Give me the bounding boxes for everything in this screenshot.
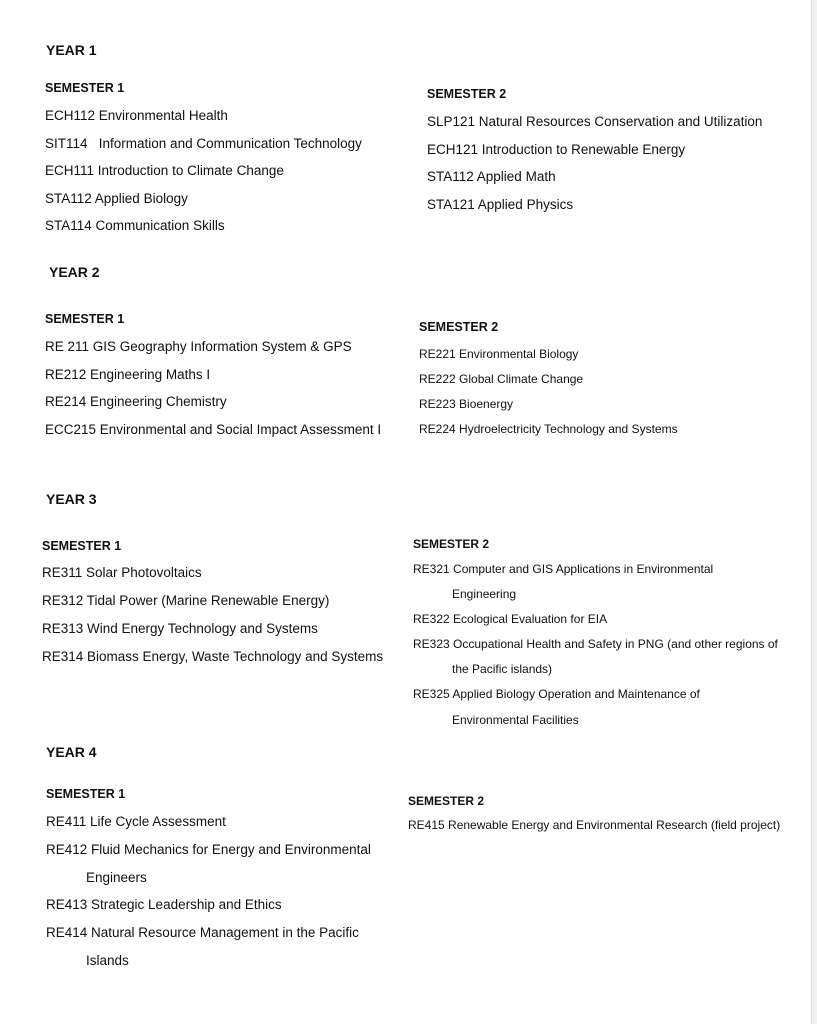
course-item: RE313 Wind Energy Technology and Systems bbox=[42, 621, 318, 636]
course-item-continuation: Engineering bbox=[452, 587, 517, 601]
course-item: ECH111 Introduction to Climate Change bbox=[45, 163, 284, 178]
course-item: RE222 Global Climate Change bbox=[419, 372, 584, 386]
course-item: ECH112 Environmental Health bbox=[45, 108, 228, 123]
page-edge-shadow bbox=[811, 0, 817, 1024]
semester-heading: SEMESTER 1 bbox=[42, 539, 122, 553]
semester-heading: SEMESTER 2 bbox=[413, 537, 490, 551]
course-item: RE314 Biomass Energy, Waste Technology and Systems bbox=[42, 649, 384, 664]
year-heading: YEAR 4 bbox=[46, 744, 97, 760]
semester-heading: SEMESTER 2 bbox=[427, 87, 507, 101]
course-item: RE322 Ecological Evaluation for EIA bbox=[413, 612, 608, 626]
course-item: STA114 Communication Skills bbox=[45, 218, 225, 233]
course-item: SIT114 Information and Communication Technology bbox=[45, 136, 362, 151]
course-item: RE414 Natural Resource Management in the Pacific bbox=[46, 925, 359, 940]
course-item: RE312 Tidal Power (Marine Renewable Energy) bbox=[42, 593, 330, 608]
semester-heading: SEMESTER 1 bbox=[45, 312, 125, 326]
course-item: RE325 Applied Biology Operation and Maintenance of bbox=[413, 687, 700, 701]
semester-heading: SEMESTER 1 bbox=[45, 81, 125, 95]
course-item: STA112 Applied Biology bbox=[45, 191, 188, 206]
course-item: RE412 Fluid Mechanics for Energy and Environmental bbox=[46, 842, 371, 857]
course-item: STA112 Applied Math bbox=[427, 169, 556, 184]
semester-heading: SEMESTER 1 bbox=[46, 787, 126, 801]
course-item: RE214 Engineering Chemistry bbox=[45, 394, 227, 409]
course-item-continuation: the Pacific islands) bbox=[452, 662, 553, 676]
course-item: RE224 Hydroelectricity Technology and Systems bbox=[419, 422, 678, 436]
course-item-continuation: Islands bbox=[86, 953, 129, 968]
year-heading: YEAR 3 bbox=[46, 491, 97, 507]
semester-heading: SEMESTER 2 bbox=[408, 794, 485, 808]
course-item: RE212 Engineering Maths I bbox=[45, 367, 211, 382]
course-item: RE223 Bioenergy bbox=[419, 397, 514, 411]
course-item: RE311 Solar Photovoltaics bbox=[42, 565, 202, 580]
course-item: RE321 Computer and GIS Applications in Environmental bbox=[413, 562, 714, 576]
year-heading: YEAR 1 bbox=[46, 42, 97, 58]
semester-heading: SEMESTER 2 bbox=[419, 320, 499, 334]
course-item: RE221 Environmental Biology bbox=[419, 347, 579, 361]
course-item: RE411 Life Cycle Assessment bbox=[46, 814, 226, 829]
year-heading: YEAR 2 bbox=[49, 264, 100, 280]
course-item-continuation: Environmental Facilities bbox=[452, 713, 579, 727]
course-item: ECC215 Environmental and Social Impact Assessment I bbox=[45, 422, 382, 437]
course-item-continuation: Engineers bbox=[86, 870, 147, 885]
course-item: RE323 Occupational Health and Safety in PNG (and other regions of bbox=[413, 637, 778, 651]
course-item: RE415 Renewable Energy and Environmental Research (field project) bbox=[408, 818, 781, 832]
course-item: ECH121 Introduction to Renewable Energy bbox=[427, 142, 686, 157]
course-item: STA121 Applied Physics bbox=[427, 197, 574, 212]
course-item: RE413 Strategic Leadership and Ethics bbox=[46, 897, 282, 912]
course-item: RE 211 GIS Geography Information System & GPS bbox=[45, 339, 352, 354]
course-item: SLP121 Natural Resources Conservation and Utilization bbox=[427, 114, 763, 129]
